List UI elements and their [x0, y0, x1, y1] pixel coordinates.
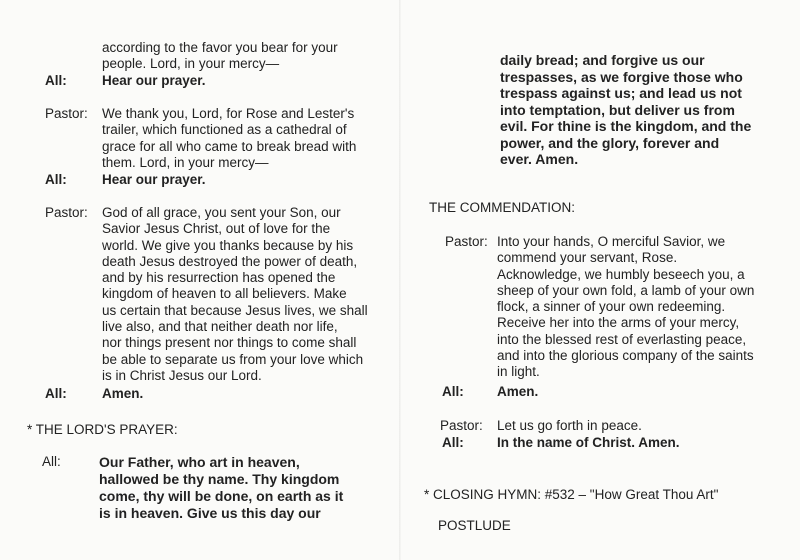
lords-prayer-text: Our Father, who art in heaven, hallowed be thy name. Thy kingdom come, thy will be done, on earth as it is in heaven. Give us this day our	[99, 454, 344, 521]
response-speaker: All:	[45, 172, 67, 187]
pastor-speaker: Pastor:	[45, 205, 88, 220]
lords-prayer-continuation: daily bread; and forgive us our trespasses, as we forgive those who trespass against us; and lead us not into temptation, but deliver us from evil. For thine is the kingdom, and the power, and the glory, forever and ever. Amen.	[500, 52, 752, 167]
response-text: Hear our prayer.	[102, 73, 206, 88]
commendation-heading: THE COMMENDATION:	[429, 200, 575, 215]
commendation-text: Into your hands, O merciful Savior, we commend your servant, Rose. Acknowledge, we humbly beseech you, a sheep of your own fold, a lamb of your own flock, a sinner of your own redeeming. Receive her into the arms of your mercy, into the blessed rest of everlasting peace, and into the glorious company of the saints in light.	[497, 234, 755, 380]
postlude: POSTLUDE	[438, 518, 511, 533]
petition-continuation: according to the favor you bear for your people. Lord, in your mercy—	[102, 40, 338, 72]
sending-text: Let us go forth in peace.	[497, 418, 642, 433]
all-speaker: All:	[42, 454, 61, 469]
closing-hymn: * CLOSING HYMN: #532 – "How Great Thou Art"	[424, 487, 719, 502]
response-text: Amen.	[102, 386, 144, 401]
pastor-speaker: Pastor:	[445, 234, 488, 249]
response-speaker: All:	[442, 435, 464, 450]
response-speaker: All:	[442, 384, 464, 399]
response-text: In the name of Christ. Amen.	[497, 435, 680, 450]
pastor-speaker: Pastor:	[440, 418, 483, 433]
pastor-speaker: Pastor:	[45, 106, 88, 121]
right-page	[400, 0, 800, 560]
response-speaker: All:	[45, 73, 67, 88]
petition-text: We thank you, Lord, for Rose and Lester's trailer, which functioned as a cathedral of grace for all who came to break bread with them. Lord, in your mercy—	[102, 106, 357, 170]
response-text: Amen.	[497, 384, 539, 399]
response-text: Hear our prayer.	[102, 172, 206, 187]
prayer-text: God of all grace, you sent your Son, our Savior Jesus Christ, out of love for the world. We give you thanks because by his death Jesus destroyed the power of death, and by his resurrection has opened the kingdom of heaven to all believers. Make us certain that because Jesus lives, we shall live also, and that neither death nor life, nor things present nor things to come shall be able to separate us from your love which is in Christ Jesus our Lord.	[102, 205, 368, 383]
response-speaker: All:	[45, 386, 67, 401]
lords-prayer-heading: * THE LORD'S PRAYER:	[27, 422, 178, 437]
